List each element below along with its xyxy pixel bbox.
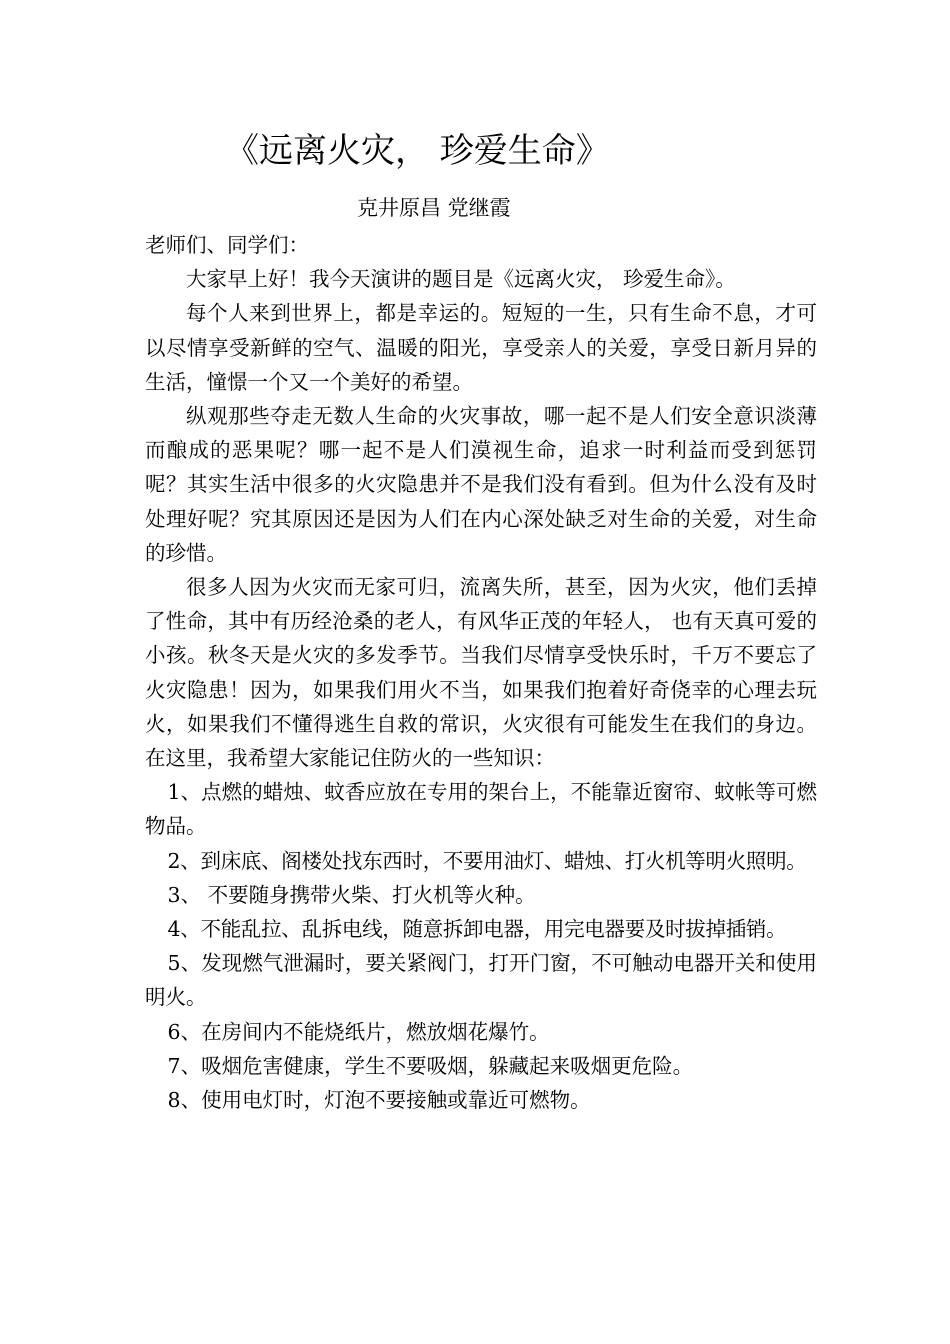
list-item: 3、 不要随身携带火柴、打火机等火种。 bbox=[167, 882, 536, 907]
list-item: 1、点燃的蜡烛、蚊香应放在专用的架台上，不能靠近窗帘、蚊帐等可燃物品。 bbox=[145, 780, 817, 839]
paragraph: 很多人因为火灾而无家可归，流离失所，甚至，因为火灾，他们丢掉了性命，其中有历经沧桑的老人，有风华正茂的年轻人， 也有天真可爱的小孩。秋冬天是火灾的多发季节。当我们尽情享受快乐时，千万不要忘了火灾隐患！因为，如果我们用火不当，如果我们抱着好奇侥幸的心理去玩火，如果我们不懂得逃生自救的常识，火灾很有可能发生在我们的身边。在这里，我希望大家能记住防火的一些知识： bbox=[145, 575, 817, 771]
paragraph: 每个人来到世界上，都是幸运的。短短的一生，只有生命不息，才可以尽情享受新鲜的空气、温暖的阳光，享受亲人的关爱，享受日新月异的生活，憧憬一个又一个美好的希望。 bbox=[145, 301, 817, 394]
paragraph: 纵观那些夺走无数人生命的火灾事故，哪一起不是人们安全意识淡薄而酿成的恶果呢？哪一起不是人们漠视生命，追求一时利益而受到惩罚呢？其实生活中很多的火灾隐患并不是我们没有看到。但为什么没有及时处理好呢？究其原因还是因为人们在内心深处缺乏对生命的关爱，对生命的珍惜。 bbox=[145, 404, 817, 565]
paragraph: 大家早上好！我今天演讲的题目是《远离火灾， 珍爱生命》。 bbox=[186, 267, 736, 292]
list-item: 5、发现燃气泄漏时，要关紧阀门，打开门窗，不可触动电器开关和使用明火。 bbox=[145, 951, 817, 1010]
greeting: 老师们、同学们： bbox=[145, 233, 309, 257]
list-item: 4、不能乱拉、乱拆电线，随意拆卸电器，用完电器要及时拔掉插销。 bbox=[167, 917, 787, 942]
list-item: 6、在房间内不能烧纸片，燃放烟花爆竹。 bbox=[167, 1019, 550, 1044]
list-item: 8、使用电灯时，灯泡不要接触或靠近可燃物。 bbox=[167, 1088, 591, 1113]
document-author: 克井原昌 党继霞 bbox=[357, 196, 511, 220]
document-body bbox=[145, 228, 817, 1117]
list-item: 7、吸烟危害健康，学生不要吸烟，躲藏起来吸烟更危险。 bbox=[167, 1053, 694, 1078]
list-item: 2、到床底、阁楼处找东西时，不要用油灯、蜡烛、打火机等明火照明。 bbox=[167, 848, 807, 873]
document-title: 《远离火灾， 珍爱生命》 bbox=[225, 131, 610, 171]
